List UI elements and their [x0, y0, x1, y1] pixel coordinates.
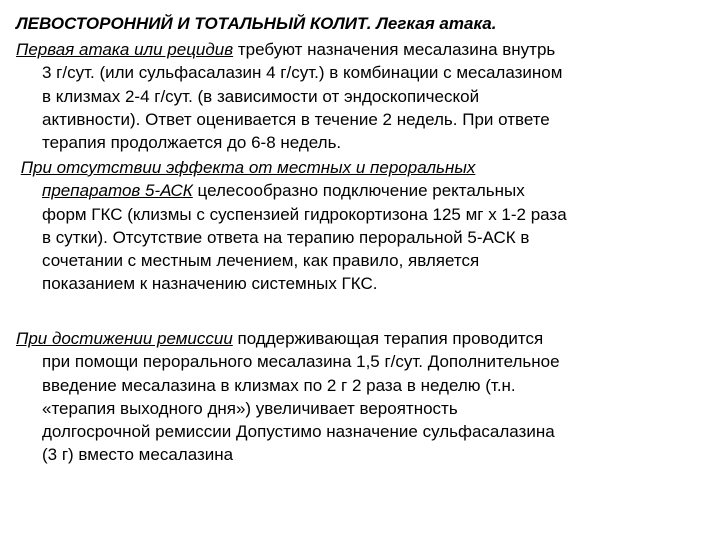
paragraph-line: терапия продолжается до 6-8 недель. — [42, 133, 342, 153]
paragraph-line: «терапия выходного дня») увеличивает вероятность — [42, 398, 458, 418]
paragraph-first-attack — [16, 38, 716, 154]
paragraph-line: в сутки). Отсутствие ответа на терапию пероральной 5-АСК в — [42, 227, 530, 247]
paragraph-line — [16, 179, 716, 202]
slide-title: ЛЕВОСТОРОННИЙ И ТОТАЛЬНЫЙ КОЛИТ. Легкая атака. — [16, 14, 497, 33]
paragraph-text: поддерживающая терапия проводится — [232, 329, 544, 348]
paragraph-line — [16, 38, 716, 61]
paragraph-no-effect — [16, 156, 716, 296]
paragraph-line: форм ГКС (клизмы с суспензией гидрокортизона 125 мг х 1-2 раза — [42, 204, 567, 224]
paragraph-lead-term: При отсутствии эффекта от местных и пероральных — [20, 158, 476, 177]
paragraph-line: при помощи перорального месалазина 1,5 г/сут. Дополнительное — [42, 352, 560, 372]
paragraph-line: в клизмах 2-4 г/сут. (в зависимости от эндоскопической — [42, 86, 480, 106]
paragraph-lead-term: Первая атака или рецидив — [16, 40, 234, 59]
paragraph-line: введение месалазина в клизмах по 2 г 2 раза в неделю (т.н. — [42, 375, 516, 395]
paragraph-lead-term-continued: препаратов 5-АСК — [42, 181, 193, 201]
paragraph-line: показанием к назначению системных ГКС. — [42, 274, 378, 294]
paragraph-line: активности). Ответ оценивается в течение 2 недель. При ответе — [42, 109, 550, 129]
paragraph-remission — [16, 327, 716, 467]
paragraph-lead-term: При достижении ремиссии — [16, 329, 233, 348]
paragraph-line: (3 г) вместо месалазина — [42, 445, 234, 465]
paragraph-line: сочетании с местным лечением, как правило, является — [42, 251, 480, 271]
paragraph-line — [16, 156, 716, 179]
paragraph-line: долгосрочной ремиссии Допустимо назначение сульфасалазина — [42, 422, 555, 442]
paragraph-text: требуют назначения месалазина внутрь — [233, 40, 556, 59]
paragraph-text: целесообразно подключение ректальных — [192, 181, 525, 201]
paragraph-line: 3 г/сут. (или сульфасалазин 4 г/сут.) в комбинации с месалазином — [42, 63, 563, 83]
paragraph-line — [16, 327, 716, 350]
